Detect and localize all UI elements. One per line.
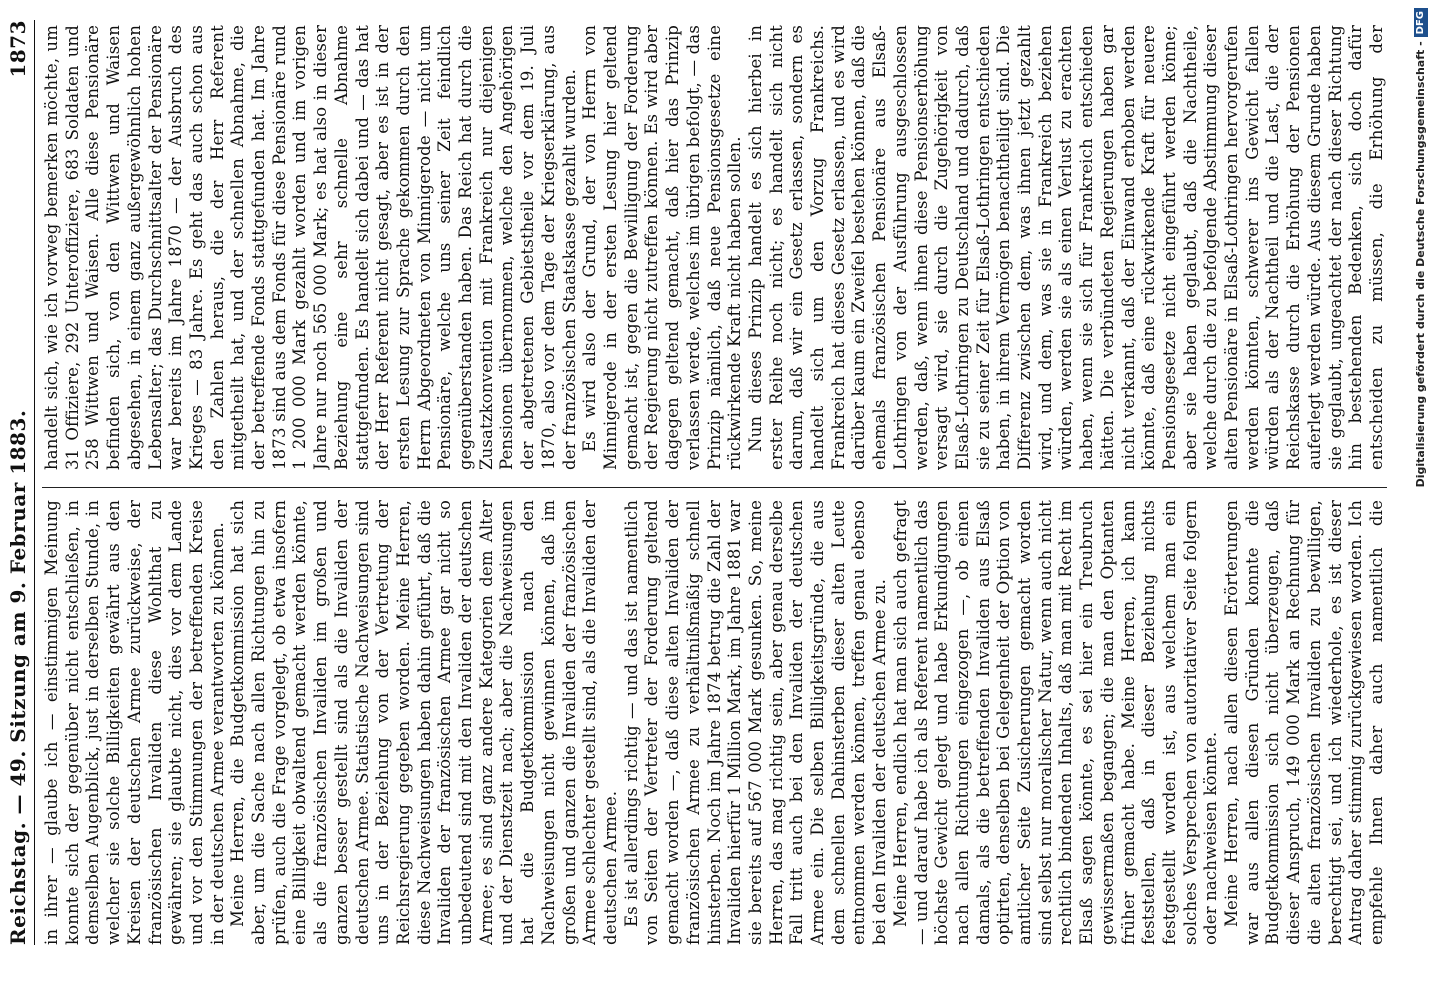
credit-text: Digitalisierung gefördert durch die Deutsche Forschungsgemeinschaft - — [1414, 41, 1427, 488]
right-column — [42, 25, 1387, 470]
running-head: Reichstag. — 49. Sitzung am 9. Februar 1883. — [6, 409, 30, 945]
paragraph: Meine Herren, die Budgetkommission hat sich aber, um die Sache nach allen Richtungen hin zu prüfen, auch die Frage vorgelegt, ob etwa insofern eine Billigkeit obwaltend gemacht werden könnte, als die französischen Invaliden im großen und ganzen besser gestellt sind als die Invaliden der deutschen Armee. Statistische Nachweisungen sind uns in der Beziehung von der Vertretung der Reichsregierung gegeben worden. Meine Herren, diese Nachweisungen haben dahin geführt, daß die Invaliden der französischen Armee gar nicht so unbedeutend sind mit den Invaliden der deutschen Armee; es sind ganz andere Kategorien dem Alter und der Dienstzeit nach; aber die Nachweisungen hat die Budgetkommission nach den Nachweisungen nicht gewinnen können, daß im großen und ganzen die Invaliden der französischen Armee schlechter gestellt sind, als die Invaliden der deutschen Armee. — [228, 500, 620, 945]
paragraph: Nun dieses Prinzip handelt es sich hierbei in erster Reihe noch nicht; es handelt sich nicht darum, daß wir ein Gesetz erlassen, sondern es handelt sich um den Vorzug Frankreichs. Frankreich hat dieses Gesetz erlassen, und es wird darüber kaum ein Zweifel bestehen können, daß die ehemals französischen Pensionäre aus Elsaß-Lothringen von der Ausführung ausgeschlossen werden, daß, wenn ihnen diese Pensionserhöhung versagt wird, sie durch die Zugehörigkeit von Elsaß-Lothringen zu Deutschland und dadurch, daß sie zu seiner Zeit für Elsaß-Lothringen entschieden haben, in ihrem Vermögen benachtheiligt sind. Die Differenz zwischen dem, was ihnen jetzt gezahlt wird, und dem, was sie in Frankreich beziehen würden, werden sie als einen Verlust zu erachten haben, wenn sie sich für Frankreich entschieden hätten. Die verbündeten Regierungen haben gar nicht verkannt, daß der Einwand erhoben werden könnte, daß eine rückwirkende Kraft für neuere Pensionsgesetze nicht eingeführt werden könne; aber sie haben geglaubt, daß die Nachtheile, welche durch die zu befolgende Abstimmung dieser alten Pensionäre in Elsaß-Lothringen hervorgerufen werden könnten, schwerer ins Gewicht fallen würden als der Nachtheil und die Last, die der Reichskasse durch die Erhöhung der Pensionen auferlegt werden würde. Aus diesem Grunde haben sie geglaubt, ungeachtet der nach dieser Richtung hin bestehenden Bedenken, sich doch dafür entscheiden zu müssen, die Erhöhung der — [745, 25, 1386, 470]
page-header — [2, 20, 35, 945]
paragraph: Es wird also der Grund, der von Herrn von Minnigerode in der ersten Lesung hier geltend gemacht ist, gegen die Bewilligung der Forderung der Regierung nicht zutreffen können. Es wird aber dagegen geltend gemacht, daß hier das Prinzip verlassen werde, welches im übrigen befolgt, — das Prinzip nämlich, daß neue Pensionsgesetze eine rückwirkende Kraft nicht haben sollen. — [580, 25, 745, 470]
column-divider — [42, 487, 1387, 488]
digitization-credit — [1410, 8, 1432, 998]
paragraph: Es ist allerdings richtig — und das ist namentlich von Seiten der Vertreter der Forderung geltend gemacht worden —, daß diese alten Invaliden der französischen Armee zu verhältnißmäßig schnell hinsterben. Noch im Jahre 1874 betrug die Zahl der Invaliden hierfür 1 Million Mark, im Jahre 1881 war sie bereits auf 567 000 Mark gesunken. So, meine Herren, das mag richtig sein, aber genau derselbe Fall tritt auch bei den Invaliden der deutschen Armee ein. Die selben Billigkeitsgründe, die aus dem schnellen Dahinsterben dieser alten Leute entnommen werden können, treffen genau ebenso bei den Invaliden der deutschen Armee zu. — [621, 500, 890, 945]
paragraph: Meine Herren, endlich hat man sich auch gefragt — und darauf habe ich als Referent namentlich das höchste Gewicht gelegt und habe Erkundigungen nach allen Richtungen eingezogen —, ob einen damals, als die betreffenden Invaliden aus Elsaß optirten, denselben bei Gelegenheit der Option von amtlicher Seite Zusicherungen gemacht worden sind selbst nur moralischer Natur, wenn auch nicht rechtlich bindenden Inhalts, daß man mit Recht im Elsaß sagen könnte, es sei hier ein Treubruch gewissermaßen begangen; die man den Optanten früher gemacht habe. Meine Herren, ich kann feststellen, daß in dieser Beziehung nichts festgestellt worden ist, aus welchem man ein solches Versprechen von autoritativer Seite folgern oder nachweisen könnte. — [890, 500, 1221, 945]
paragraph: handelt sich, wie ich vorweg bemerken möchte, um 31 Offiziere, 292 Unteroffiziere, 683 Soldaten und 258 Wittwen und Waisen. Alle diese Pensionäre befinden sich, von den Wittwen und Waisen abgesehen, in einem ganz außergewöhnlich hohen Lebensalter; das Durchschnittsalter der Pensionäre war bereits im Jahre 1870 — der Ausbruch des Krieges — 83 Jahre. Es geht das auch schon aus den Zahlen heraus, die der Herr Referent mitgetheilt hat, und der schnellen Abnahme, die der betreffende Fonds stattgefunden hat. Im Jahre 1873 sind aus dem Fonds für diese Pensionäre rund 1 200 000 Mark gezahlt worden und im vorigen Jahre nur noch 565 000 Mark; es hat also in dieser Beziehung eine sehr schnelle Abnahme stattgefunden. Es handelt sich dabei und — das hat der Herr Referent nicht gesagt, aber es ist in der ersten Lesung zur Sprache gekommen durch den Herrn Abgeordneten von Minnigerode — nicht um Pensionäre, welche uns seiner Zeit feindlich gegenüberstanden haben. Das Reich hat durch die Zusatzkonvention mit Frankreich nur diejenigen Pensionen übernommen, welche den Angehörigen der abgetretenen Gebietstheile vor dem 19. Juli 1870, also vor dem Tage der Kriegserklärung, aus der französischen Staatskasse gezahlt wurden. — [42, 25, 579, 470]
paragraph: Meine Herren, nach allen diesen Erörterungen war aus allen diesen Gründen konnte die Budgetkommission sich nicht überzeugen, daß dieser Anspruch, 149 000 Mark an Rechnung für die alten französischen Invaliden zu bewilligen, berechtigt sei, und ich wiederhole, es ist dieser Antrag daher stimmig zurückgewiesen worden. Ich empfehle Ihnen daher auch namentlich die — [1222, 500, 1386, 945]
left-column — [42, 500, 1387, 945]
page-number: 1873 — [6, 20, 30, 78]
paragraph: in ihrer — glaube ich — einstimmigen Meinung konnte sich der gegenüber nicht entschließen, in demselben Augenblick, just in derselben Stunde, in welcher sie solche Billigkeiten gewährt aus den Kreisen der deutschen Armee zurückweise, der französischen Invaliden diese Wohlthat zu gewähren; sie glaubte nicht, dies vor dem Lande und vor den Stimmungen der betreffenden Kreise in der deutschen Armee verantworten zu können. — [42, 500, 227, 945]
dfg-logo: DFG — [1414, 8, 1428, 37]
